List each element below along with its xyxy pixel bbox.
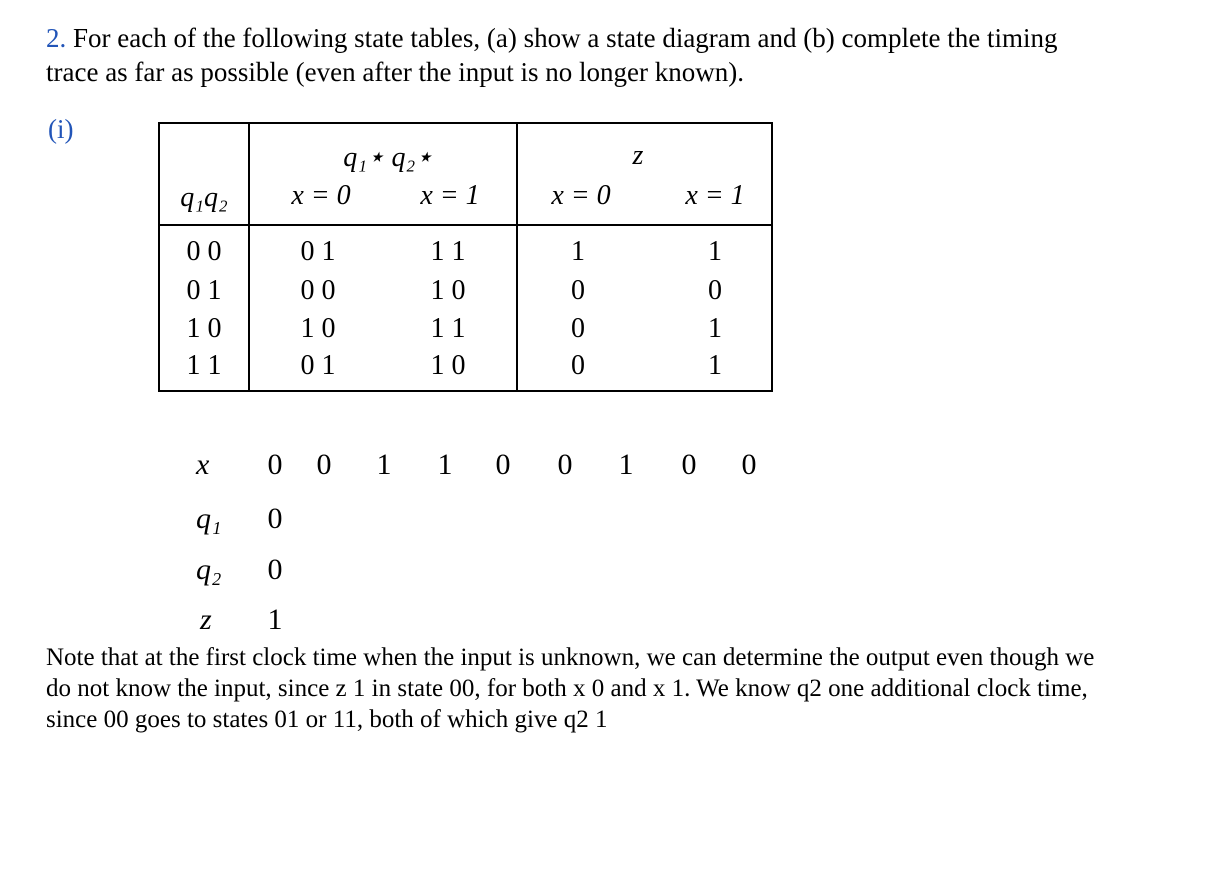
trace-x-9: 0 <box>741 448 757 481</box>
question-text-1: For each of the following state tables, (a) show a state diagram and (b) complete the timing <box>66 23 1058 53</box>
row-3-z1: 1 <box>708 313 722 344</box>
row-3-z0: 0 <box>571 313 585 344</box>
row-1-z1: 1 <box>708 236 722 267</box>
trace-x-6: 0 <box>557 448 573 481</box>
header-x0-next: x = 0 <box>291 180 351 211</box>
trace-q1-1: 0 <box>267 502 283 535</box>
row-3-state: 1 0 <box>186 313 222 344</box>
trace-q1-label: q₁ <box>196 502 222 535</box>
trace-q2-label: q₂ <box>196 553 222 586</box>
trace-q2-1: 0 <box>267 553 283 586</box>
question-line-1 <box>46 22 1057 54</box>
part-label: (i) <box>48 114 74 144</box>
trace-x-label: x <box>196 448 210 481</box>
trace-x-4: 1 <box>437 448 453 481</box>
row-2-z1: 0 <box>708 275 722 306</box>
header-x1-out: x = 1 <box>685 180 745 211</box>
header-state: q₁q₂ <box>180 182 228 213</box>
row-3-ns0: 1 0 <box>300 313 336 344</box>
row-2-ns0: 0 0 <box>300 275 336 306</box>
header-next-state: q₁⋆ q₂⋆ <box>343 142 433 173</box>
trace-z-label: z <box>200 603 212 636</box>
row-1-state: 0 0 <box>186 236 222 267</box>
header-x0-out: x = 0 <box>551 180 611 211</box>
note-line-2: do not know the input, since z 1 in state 00, for both x 0 and x 1. We know q2 one additional clock time, <box>46 675 1088 702</box>
row-4-z0: 0 <box>571 350 585 381</box>
row-2-z0: 0 <box>571 275 585 306</box>
row-1-ns1: 1 1 <box>430 236 466 267</box>
trace-x-7: 1 <box>618 448 634 481</box>
row-2-state: 0 1 <box>186 275 222 306</box>
row-4-ns0: 0 1 <box>300 350 336 381</box>
row-2-ns1: 1 0 <box>430 275 466 306</box>
row-4-ns1: 1 0 <box>430 350 466 381</box>
row-3-ns1: 1 1 <box>430 313 466 344</box>
header-x1-next: x = 1 <box>420 180 480 211</box>
row-4-z1: 1 <box>708 350 722 381</box>
explanation-note <box>46 642 1156 735</box>
trace-x-1: 0 <box>267 448 283 481</box>
question-line-2: trace as far as possible (even after the input is no longer known). <box>46 57 745 87</box>
note-line-3: since 00 goes to states 01 or 11, both of which give q2 1 <box>46 706 608 733</box>
row-1-ns0: 0 1 <box>300 236 336 267</box>
question-number: 2. <box>46 23 67 53</box>
table-header-divider <box>158 224 773 226</box>
trace-x-2: 0 <box>316 448 332 481</box>
row-4-state: 1 1 <box>186 350 222 381</box>
trace-x-5: 0 <box>495 448 511 481</box>
header-output: z <box>632 140 644 171</box>
trace-x-8: 0 <box>681 448 697 481</box>
trace-x-3: 1 <box>376 448 392 481</box>
row-1-z0: 1 <box>571 236 585 267</box>
note-line-1: Note that at the first clock time when the input is unknown, we can determine the output even though we <box>46 644 1095 671</box>
trace-z-1: 1 <box>267 603 283 636</box>
state-table <box>158 122 773 392</box>
